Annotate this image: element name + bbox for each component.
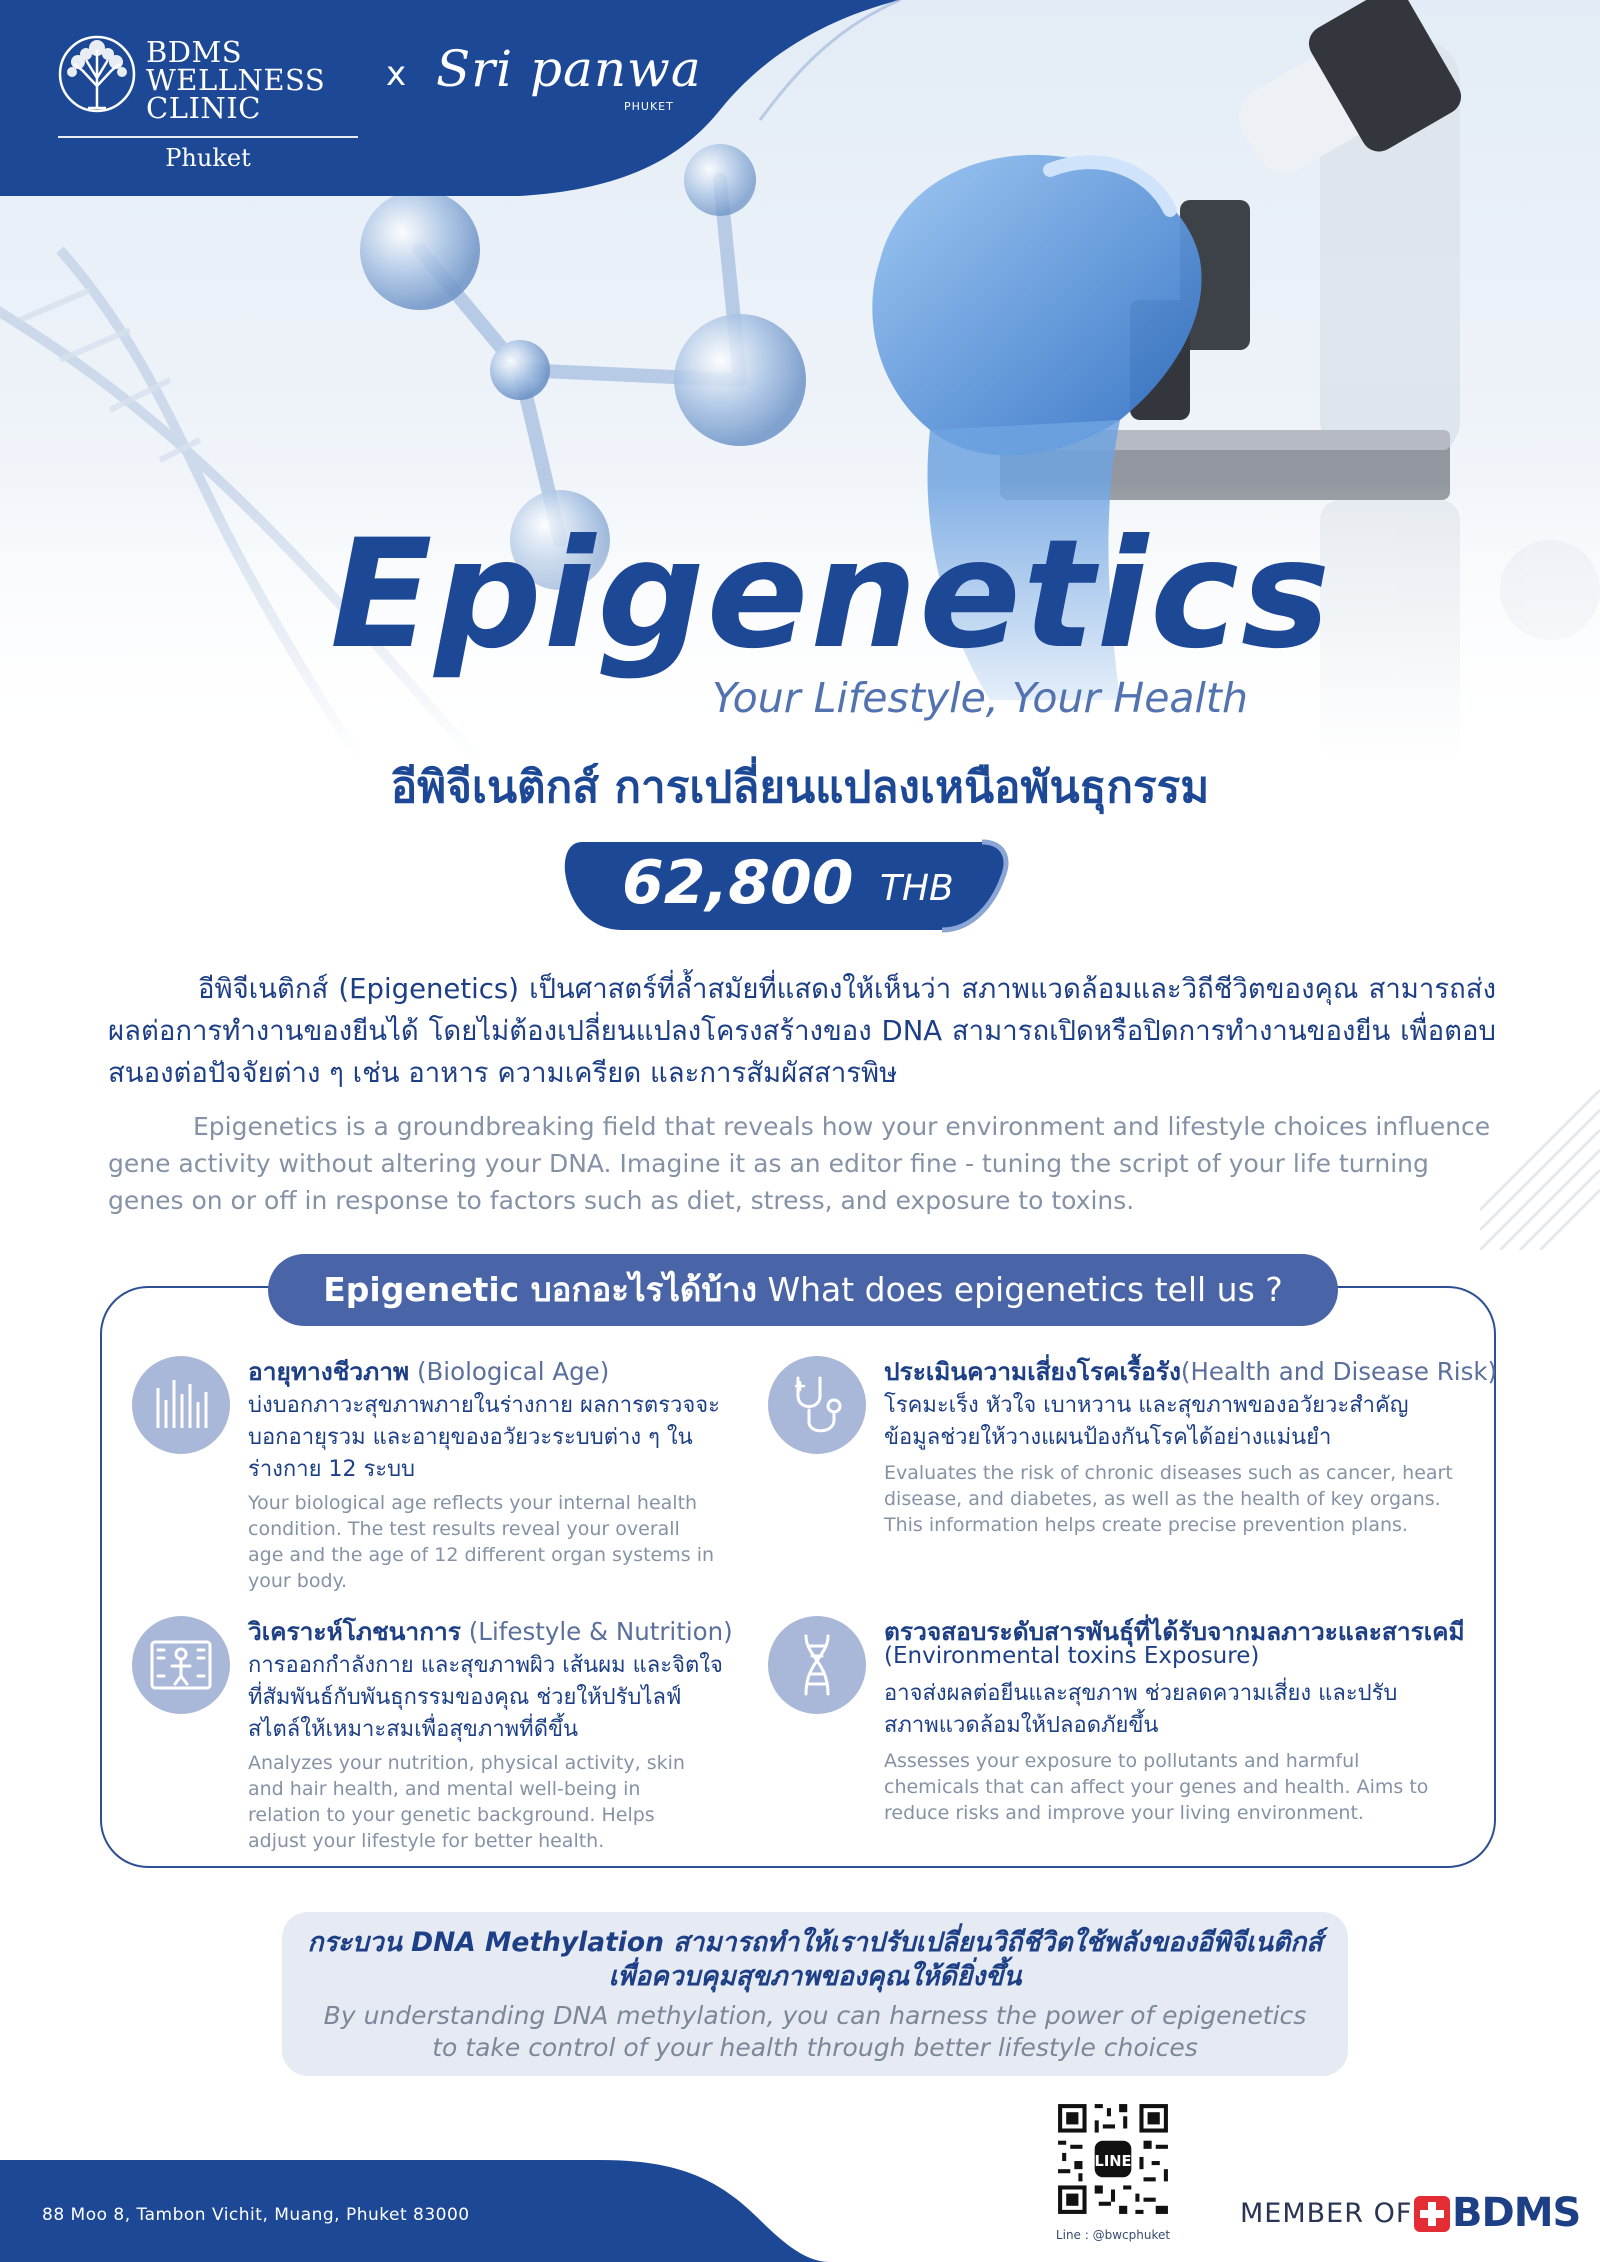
note-english-line-1: By understanding DNA methylation, you can harness the power of epigenetics [323,2001,1307,2030]
feature-title [884,1352,1497,1391]
logo-divider [58,136,358,138]
feature-english: Assesses your exposure to pollutants and harmful chemicals that can affect your genes and health. Aims to reduce risks and improve your living environment. [884,1750,1429,1824]
partner-logo[interactable]: Sri panwa [436,40,702,98]
qr-code[interactable] [1054,2100,1172,2218]
feature-thai: การออกกำลังกาย และสุขภาพผิว เส้นผม และจิตใจ ที่สัมพันธ์กับพันธุกรรมของคุณ ช่วยให้ปรับไลฟ์สไตล์ให้เหมาะสมเพื่อสุขภาพที่ดีขึ้น [248,1653,723,1742]
feature-title-english: (Lifestyle & Nutrition) [468,1617,733,1646]
feature-english: Evaluates the risk of chronic diseases such as cancer, heart disease, and diabetes, as well as the health of key organs. This information helps create precise prevention plans. [884,1462,1453,1536]
note-english-line-2: to take control of your health through better lifestyle choices [432,2033,1198,2062]
feature-title [248,1612,733,1651]
methylation-note [282,1912,1348,2076]
tree-icon [58,34,136,120]
feature-english: Analyzes your nutrition, physical activity, skin and hair health, and mental well-being in relation to your genetic background. Helps adjust your lifestyle for better health. [248,1752,685,1852]
feature-title-thai: อายุทางชีวภาพ [248,1357,410,1386]
bar-chart-icon [132,1356,230,1454]
brand-name [146,35,326,125]
decorative-stripes [1480,1080,1600,1250]
feature-title-thai: วิเคราะห์โภชนาการ [248,1617,461,1646]
feature-title [248,1352,609,1391]
feature-thai: โรคมะเร็ง หัวใจ เบาหวาน และสุขภาพของอวัยวะสำคัญ ข้อมูลช่วยให้วางแผนป้องกันโรคได้อย่างแม่นยำ [884,1393,1409,1450]
note-english [282,2000,1348,2064]
tagline: Your Lifestyle, Your Health [712,674,1248,722]
bdms-logo-text: BDMS [1452,2190,1581,2236]
note-thai [282,1926,1348,1994]
body-scan-icon [132,1616,230,1714]
address: 88 Moo 8, Tambon Vichit, Muang, Phuket 83000 [42,2205,470,2225]
feature-lifestyle-nutrition [132,1616,732,1856]
brand-location: Phuket [165,144,251,172]
feature-environmental-toxins [768,1616,1478,1856]
partner-sub: PHUKET [624,100,674,113]
clinic-logo[interactable] [58,34,358,184]
bdms-logo[interactable] [1414,2190,1581,2236]
feature-title-thai: ประเมินความเสี่ยงโรคเรื้อรัง [884,1357,1181,1386]
page-title: Epigenetics [330,508,1333,682]
medical-cross-icon [1414,2196,1450,2232]
price-badge [562,838,1010,934]
member-of-label: MEMBER OF [1240,2198,1413,2229]
brand-line-3: CLINIC [146,91,261,125]
feature-biological-age [132,1356,732,1596]
footer-band [0,2130,1600,2262]
intro-english-text: Epigenetics is a groundbreaking field that reveals how your environment and lifestyle choices influence gene activity without altering your DNA. Imagine it as an editor fine - tuning the script of your life turning genes on or off in response to factors such as diet, stress, and exposure to toxins. [108,1112,1491,1215]
feature-title-english: (Health and Disease Risk) [1180,1357,1498,1386]
feature-thai: อาจส่งผลต่อยีนและสุขภาพ ช่วยลดความเสี่ยง และปรับสภาพแวดล้อมให้ปลอดภัยขึ้น [884,1681,1398,1738]
feature-disease-risk [768,1356,1498,1596]
feature-title-english-line: (Environmental toxins Exposure) [884,1643,1260,1669]
qr-label: LINE [1094,2152,1132,2170]
section-heading-rest: What does epigenetics tell us ? [767,1270,1283,1309]
stethoscope-icon [768,1356,866,1454]
note-thai-line-1: กระบวน DNA Methylation สามารถทำให้เราปรับเปลี่ยนวิถีชีวิตใช้พลังของอีพิจีเนติกส์ [307,1927,1323,1958]
dna-icon [768,1616,866,1714]
intro-english [108,1108,1498,1219]
collab-x: x [386,54,407,94]
thai-title: อีพิจีเนติกส์ การเปลี่ยนแปลงเหนือพันธุกรรม [390,762,1210,813]
price-unit: THB [880,868,954,909]
note-thai-line-2: เพื่อควบคุมสุขภาพของคุณให้ดียิ่งขึ้น [608,1961,1022,1992]
brand-line-1: BDMS [146,35,243,69]
section-heading-bold: Epigenetic บอกอะไรได้บ้าง [323,1270,757,1309]
price-value: 62,800 [622,848,854,918]
intro-thai [108,968,1496,1094]
feature-thai: บ่งบอกภาวะสุขภาพภายในร่างกาย ผลการตรวจจะบอกอายุรวม และอายุของอวัยวะระบบต่าง ๆ ในร่างกาย 12 ระบบ [248,1393,720,1482]
feature-title-thai: ตรวจสอบระดับสารพันธุ์ที่ได้รับจากมลภาวะและสารเคมี [884,1617,1465,1646]
section-heading [268,1254,1338,1326]
qr-caption: Line : @bwcphuket [1055,2228,1171,2242]
feature-title-english: (Biological Age) [416,1357,610,1386]
brand-line-2: WELLNESS [146,63,326,97]
feature-english: Your biological age reflects your internal health condition. The test results reveal your overall age and the age of 12 different organ systems in your body. [248,1492,715,1592]
intro-thai-text: อีพิจีเนติกส์ (Epigenetics) เป็นศาสตร์ที่ล้ำสมัยที่แสดงให้เห็นว่า สภาพแวดล้อมและวิถีชีวิตของคุณ สามารถส่งผลต่อการทำงานของยีนได้ โดยไม่ต้องเปลี่ยนแปลงโครงสร้างของ DNA สามารถเปิดหรือปิดการทำงานของยีน เพื่อตอบสนองต่อปัจจัยต่าง ๆ เช่น อาหาร ความเครียด และการสัมผัสสารพิษ [108,973,1496,1089]
